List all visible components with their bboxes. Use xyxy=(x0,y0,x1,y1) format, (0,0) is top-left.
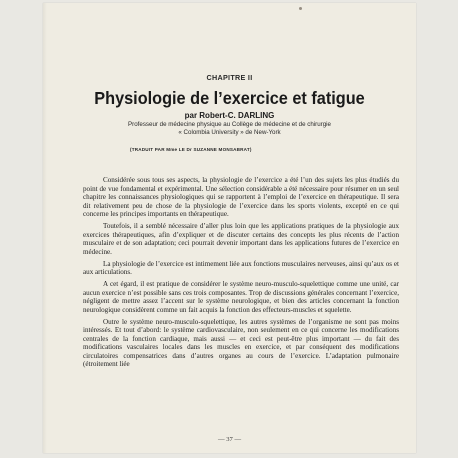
book-page xyxy=(43,3,416,453)
paper-spot xyxy=(299,7,302,10)
paragraph: Considérée sous tous ses aspects, la physiologie de l’exercice a été l’un des sujets les plus étudiés du point de vue fondamental et expérimental. Une sélection considérable a été nécessaire pour résumer en un seul chapitre les connaissances physiologiques qui se rapportent à l’emploi de l’exercice en thérapeutique. Il sera dit relativement peu de chose de la physiologie de l’exercice dans les sports violents, excepté en ce qui concerne les principes importants en thérapeutique. xyxy=(83,176,399,218)
affiliation-line-2: « Colombia University » de New-York xyxy=(178,129,281,136)
affiliation-line-1: Professeur de médecine physique au Collège de médecine et de chirurgie xyxy=(128,121,331,128)
paragraph: Toutefois, il a semblé nécessaire d’aller plus loin que les applications pratiques de la physiologie aux exercices thérapeutiques, afin d’expliquer et de discuter certains des concepts les plus récents de l’action musculaire et de son adaptation; ceci pourrait devenir important dans les applications futures de l’exercice en médecine. xyxy=(83,222,399,256)
body-text xyxy=(83,176,399,372)
chapter-header xyxy=(43,73,416,137)
paragraph: Outre le système neuro-musculo-squelettique, les autres systèmes de l’organisme ne sont pas moins intéressés. Et tout d’abord: le système cardiovasculaire, non seulement en ce qui concerne les modifications centrales de la fonction cardiaque, mais aussi — et ceci est peut-être plus important — du fait des modifications vasculaires locales dans les muscles en exercice, et par conséquent des modifications circulatoires compensatrices dans d’autres organes au cours de l’exercice. L’adaptation pulmonaire (étroitement liée xyxy=(83,317,399,368)
author-line: par Robert-C. DARLING xyxy=(184,111,275,120)
paragraph: A cet égard, il est pratique de considérer le système neuro-musculo-squelettique comme une unité, car aucun exercice n’est possible sans ces trois composantes. Trop de discussions générales concernant l’exercice, négligent de mettre assez l’accent sur le système neurologique, et bien des articles concernant la fonction neurologique considèrent comme un fait acquis la fonction des effecteurs-muscles et squelette. xyxy=(83,280,399,314)
page-number: — 37 — xyxy=(217,436,242,443)
chapter-label: CHAPITRE II xyxy=(206,73,253,82)
translator-note: (TRADUIT PAR Mme LE Dr SUZANNE MONSABRAT) xyxy=(130,147,252,152)
page-edge-shadow xyxy=(43,3,47,453)
paragraph: La physiologie de l’exercice est intimement liée aux fonctions musculaires nerveuses, ainsi qu’aux os et aux articulations. xyxy=(83,259,399,276)
chapter-title: Physiologie de l’exercice et fatigue xyxy=(94,88,365,108)
